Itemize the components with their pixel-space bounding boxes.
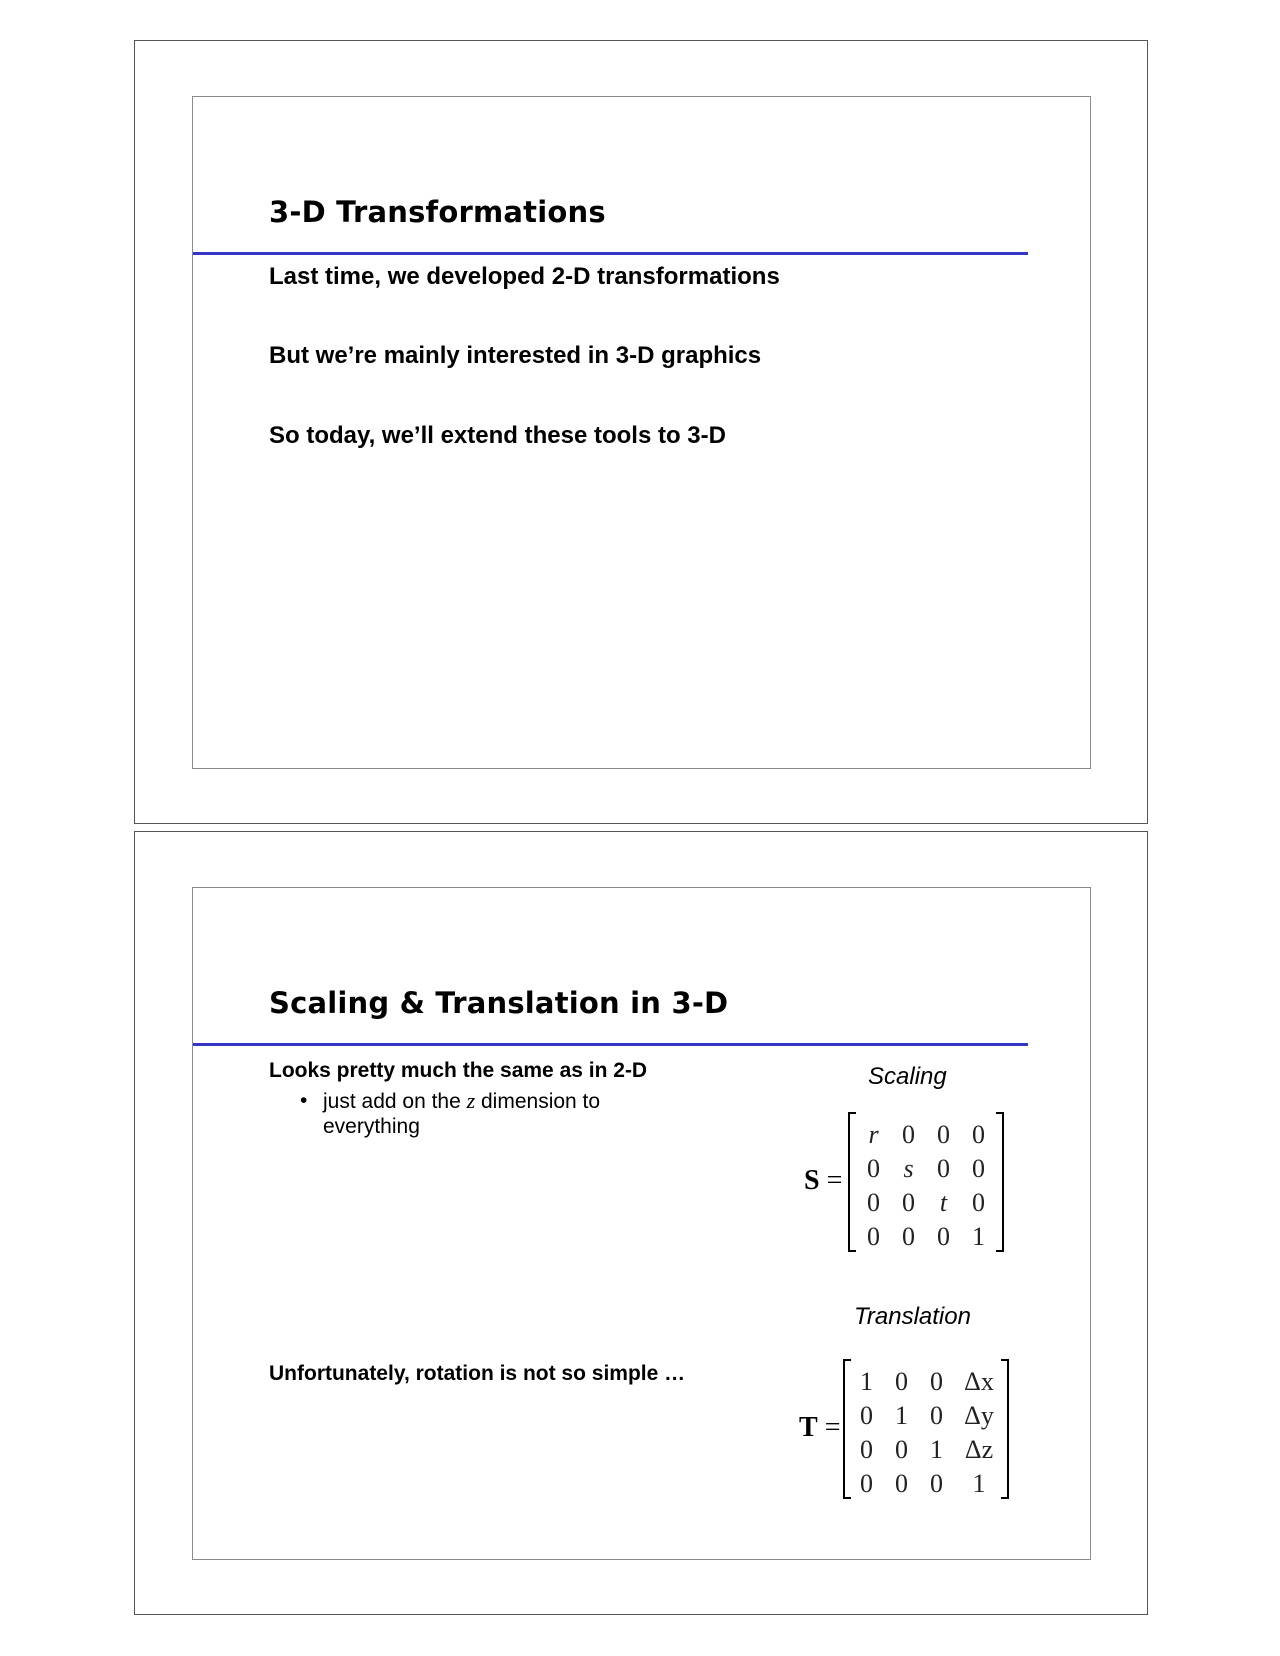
matrix-label (799, 1412, 840, 1444)
matrix-cell: 0 (860, 1435, 873, 1464)
slide-2 (192, 887, 1091, 1560)
translation-matrix (799, 1357, 1019, 1507)
point-rotation: Unfortunately, rotation is not so simple … (269, 1362, 686, 1385)
body-line-3: So today, we’ll extend these tools to 3-D (269, 422, 726, 449)
slide-title: 3-D Transformations (269, 195, 606, 229)
matrix-cell: 0 (860, 1469, 873, 1498)
matrix-cell: 0 (867, 1154, 880, 1183)
equals-sign: = (826, 1165, 843, 1196)
title-rule (193, 252, 1028, 255)
matrix-cell: 1 (895, 1401, 908, 1430)
matrix-symbol: S (804, 1165, 820, 1196)
matrix-cell: t (939, 1188, 948, 1217)
matrix-cell: 0 (895, 1435, 908, 1464)
point-same-as-2d: Looks pretty much the same as in 2-D (269, 1059, 648, 1082)
matrix-cell: 0 (930, 1367, 943, 1396)
right-bracket (1001, 1359, 1009, 1499)
matrix-cell: 0 (860, 1401, 873, 1430)
matrix-cell: 1 (860, 1367, 873, 1396)
slide-1 (192, 96, 1091, 769)
scaling-matrix (804, 1110, 1014, 1260)
matrix-cell: 0 (867, 1222, 880, 1251)
matrix-cell: 0 (902, 1222, 915, 1251)
matrix-cell: 1 (972, 1469, 986, 1498)
matrix-cell: s (903, 1154, 914, 1183)
matrix-cell: 0 (930, 1469, 943, 1498)
matrix-cell: 0 (972, 1120, 985, 1149)
matrix-cell: Δx (964, 1367, 994, 1396)
matrix-cell: Δz (964, 1435, 994, 1464)
matrix-cell: 0 (972, 1154, 985, 1183)
sub-bullet-text-end: dimension to everything (323, 1090, 601, 1138)
page-frame-2 (134, 831, 1148, 1615)
matrix-cell: 0 (930, 1401, 943, 1430)
left-bracket (848, 1112, 856, 1252)
matrix-cell: 0 (937, 1120, 950, 1149)
sub-bullet-z-dimension (300, 1088, 640, 1139)
right-bracket (996, 1112, 1004, 1252)
matrix-cell: 0 (867, 1188, 880, 1217)
matrix-cell: 1 (972, 1222, 985, 1251)
scaling-caption: Scaling (868, 1063, 947, 1090)
bullet-icon: • (300, 1089, 308, 1112)
matrix-label (804, 1165, 842, 1197)
body-line-1: Last time, we developed 2-D transformations (269, 263, 780, 290)
matrix-symbol: T (799, 1412, 818, 1443)
matrix-cell: r (868, 1120, 879, 1149)
equals-sign: = (824, 1412, 841, 1443)
matrix-cell: 0 (902, 1120, 915, 1149)
translation-caption: Translation (854, 1303, 971, 1330)
page-frame-1 (134, 40, 1148, 824)
matrix-cell: 0 (895, 1367, 908, 1396)
sub-bullet-text-start: just add on the (323, 1090, 467, 1113)
z-variable: z (466, 1088, 476, 1113)
title-rule (193, 1043, 1028, 1046)
body-line-2: But we’re mainly interested in 3-D graphics (269, 342, 762, 369)
matrix-grid (856, 1118, 996, 1254)
matrix-cell: 0 (937, 1154, 950, 1183)
matrix-cell: 0 (972, 1188, 985, 1217)
matrix-grid (849, 1365, 1004, 1501)
slide-title: Scaling & Translation in 3-D (269, 986, 729, 1020)
matrix-cell: 0 (937, 1222, 950, 1251)
matrix-cell: Δy (964, 1401, 994, 1430)
matrix-cell: 0 (902, 1188, 915, 1217)
matrix-cell: 0 (895, 1469, 908, 1498)
matrix-cell: 1 (930, 1435, 943, 1464)
